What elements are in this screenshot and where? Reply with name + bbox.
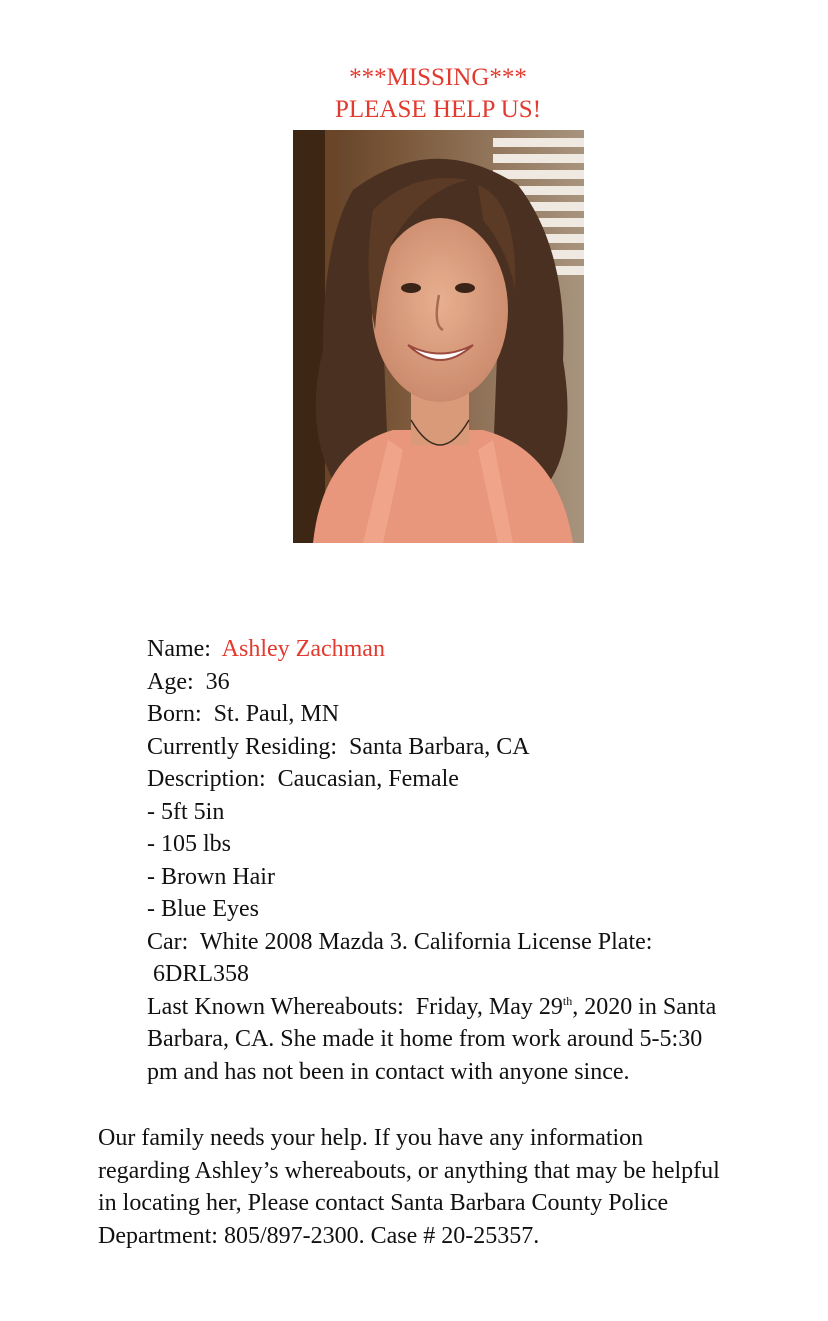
help-subtitle: PLEASE HELP US! (334, 96, 542, 123)
trait-eyes: - Blue Eyes (147, 896, 259, 922)
age-row (147, 666, 747, 699)
car-label: Car: (147, 928, 189, 955)
last-known-details: , 2020 in Santa Barbara, CA. She made it home from work around 5-5:30 pm and has not been in contact with anyone since. (147, 993, 717, 1085)
trait-weight: - 105 lbs (147, 831, 231, 857)
residing-value: Santa Barbara, CA (348, 733, 530, 760)
date-suffix: th (562, 993, 573, 1008)
car-value: White 2008 Mazda 3. California License Plate: (199, 928, 653, 955)
born-value: St. Paul, MN (213, 701, 340, 727)
residing-label: Currently Residing: (147, 733, 337, 760)
residing-row (147, 731, 747, 764)
missing-title: ***MISSING*** (349, 64, 527, 91)
name-value: Ashley Zachman (221, 636, 385, 662)
contact-paragraph: Our family needs your help. If you have any information regarding Ashley’s whereabouts, or anything that may be helpful in locating her, Please contact Santa Barbara County Police Department: 805/897-2300. Case # 20-25357. (98, 1125, 720, 1249)
age-value: 36 (205, 668, 230, 695)
license-plate: 6DRL358 (153, 961, 249, 987)
missing-header (0, 62, 828, 126)
missing-person-photo (293, 130, 584, 543)
name-label: Name: (147, 636, 211, 662)
born-label: Born: (147, 701, 202, 727)
trait-hair: - Brown Hair (147, 863, 275, 890)
last-known-whereabouts (147, 991, 732, 1089)
description-row (147, 763, 747, 796)
last-known-label: Last Known Whereabouts: (147, 993, 404, 1020)
last-known-date: Friday, May 29 (415, 993, 563, 1020)
description-value: Caucasian, Female (277, 766, 459, 792)
car-row (147, 926, 747, 959)
trait-height: - 5ft 5in (147, 798, 225, 825)
name-row (147, 633, 747, 666)
age-label: Age: (147, 668, 194, 695)
born-row (147, 698, 747, 731)
person-details (147, 633, 747, 1088)
description-label: Description: (147, 766, 266, 792)
